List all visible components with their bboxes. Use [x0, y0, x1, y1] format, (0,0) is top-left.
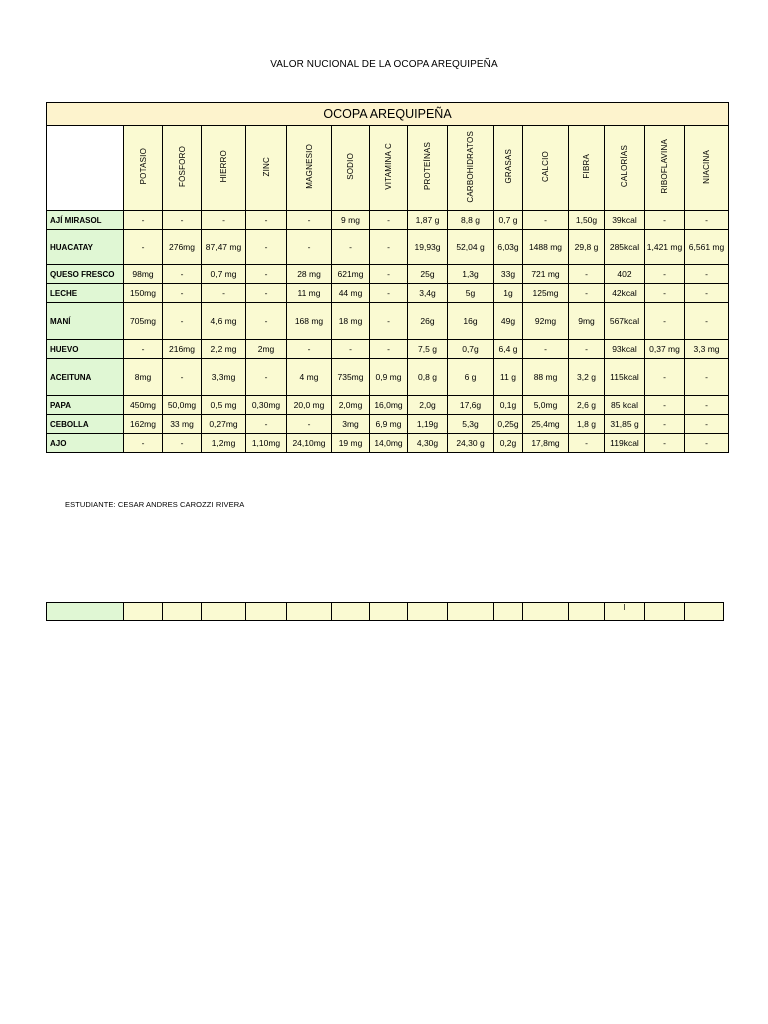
- empty-cell: [332, 603, 370, 621]
- value-cell: 92mg: [523, 303, 569, 340]
- empty-cell: [523, 603, 569, 621]
- table-row: [47, 303, 729, 340]
- header-corner-cell: [47, 126, 124, 211]
- column-header-label: PROTEÍNAS: [423, 142, 432, 191]
- empty-cell: [287, 603, 332, 621]
- value-cell: 450mg: [124, 396, 163, 415]
- value-cell: 4 mg: [287, 359, 332, 396]
- value-cell: 39kcal: [605, 211, 645, 230]
- column-header-label: CARBOHIDRATOS: [466, 130, 475, 203]
- value-cell: 162mg: [124, 415, 163, 434]
- value-cell: -: [246, 230, 287, 265]
- value-cell: -: [523, 211, 569, 230]
- value-cell: 276mg: [163, 230, 202, 265]
- value-cell: -: [685, 415, 729, 434]
- value-cell: 8,8 g: [448, 211, 494, 230]
- table-row: [47, 415, 729, 434]
- empty-cell: [645, 603, 685, 621]
- empty-cell: [494, 603, 523, 621]
- value-cell: 18 mg: [332, 303, 370, 340]
- empty-cell: [370, 603, 408, 621]
- column-header: [494, 126, 523, 211]
- value-cell: 17,6g: [448, 396, 494, 415]
- value-cell: 4,30g: [408, 434, 448, 453]
- value-cell: 125mg: [523, 284, 569, 303]
- value-cell: -: [163, 284, 202, 303]
- value-cell: 2,6 g: [569, 396, 605, 415]
- value-cell: 98mg: [124, 265, 163, 284]
- value-cell: -: [124, 340, 163, 359]
- value-cell: 33g: [494, 265, 523, 284]
- value-cell: -: [685, 211, 729, 230]
- value-cell: 9mg: [569, 303, 605, 340]
- value-cell: 735mg: [332, 359, 370, 396]
- value-cell: -: [124, 434, 163, 453]
- column-header: [287, 126, 332, 211]
- value-cell: -: [163, 359, 202, 396]
- column-header-label: MAGNESIO: [304, 144, 314, 189]
- value-cell: 11 g: [494, 359, 523, 396]
- table-row: [47, 265, 729, 284]
- value-cell: -: [246, 303, 287, 340]
- empty-table-row: [47, 603, 724, 621]
- column-header-label: RIBOFLAVINA: [660, 139, 669, 194]
- column-header: [448, 126, 494, 211]
- value-cell: 29,8 g: [569, 230, 605, 265]
- value-cell: 705mg: [124, 303, 163, 340]
- value-cell: 28 mg: [287, 265, 332, 284]
- value-cell: -: [202, 211, 246, 230]
- value-cell: 1,10mg: [246, 434, 287, 453]
- row-name-cell: CEBOLLA: [47, 415, 124, 434]
- value-cell: -: [163, 265, 202, 284]
- column-header: [370, 126, 408, 211]
- value-cell: 11 mg: [287, 284, 332, 303]
- value-cell: 0,27mg: [202, 415, 246, 434]
- value-cell: -: [569, 340, 605, 359]
- row-name-cell: ACEITUNA: [47, 359, 124, 396]
- value-cell: 0,5 mg: [202, 396, 246, 415]
- column-header-label: SODIO: [346, 153, 355, 180]
- value-cell: 1,19g: [408, 415, 448, 434]
- value-cell: -: [645, 396, 685, 415]
- row-name-cell: MANÍ: [47, 303, 124, 340]
- value-cell: 6,4 g: [494, 340, 523, 359]
- value-cell: -: [370, 284, 408, 303]
- value-cell: -: [685, 284, 729, 303]
- value-cell: 42kcal: [605, 284, 645, 303]
- value-cell: -: [645, 211, 685, 230]
- value-cell: 44 mg: [332, 284, 370, 303]
- value-cell: 1,421 mg: [645, 230, 685, 265]
- value-cell: -: [569, 284, 605, 303]
- value-cell: -: [163, 303, 202, 340]
- empty-cell: [569, 603, 605, 621]
- column-header: [569, 126, 605, 211]
- value-cell: -: [645, 415, 685, 434]
- value-cell: 0,8 g: [408, 359, 448, 396]
- value-cell: -: [645, 284, 685, 303]
- value-cell: 8mg: [124, 359, 163, 396]
- empty-row-table: [46, 602, 724, 621]
- value-cell: 1,8 g: [569, 415, 605, 434]
- column-header: [685, 126, 729, 211]
- value-cell: 0,37 mg: [645, 340, 685, 359]
- value-cell: 119kcal: [605, 434, 645, 453]
- value-cell: -: [685, 396, 729, 415]
- value-cell: 26g: [408, 303, 448, 340]
- value-cell: 16g: [448, 303, 494, 340]
- value-cell: 24,10mg: [287, 434, 332, 453]
- column-header: [523, 126, 569, 211]
- column-header: [246, 126, 287, 211]
- empty-cell: [202, 603, 246, 621]
- value-cell: -: [287, 340, 332, 359]
- table-row: [47, 396, 729, 415]
- nutrition-table: [46, 102, 729, 453]
- value-cell: -: [685, 303, 729, 340]
- empty-cell: [685, 603, 724, 621]
- value-cell: 0,1g: [494, 396, 523, 415]
- value-cell: 50,0mg: [163, 396, 202, 415]
- value-cell: -: [332, 230, 370, 265]
- empty-cell: [246, 603, 287, 621]
- table-row: [47, 211, 729, 230]
- column-header: [408, 126, 448, 211]
- value-cell: 168 mg: [287, 303, 332, 340]
- value-cell: -: [246, 284, 287, 303]
- value-cell: -: [246, 265, 287, 284]
- row-name-cell: AJÍ MIRASOL: [47, 211, 124, 230]
- value-cell: -: [370, 265, 408, 284]
- column-header-row: [47, 126, 729, 211]
- column-header-label: VITAMINA C: [384, 143, 393, 190]
- value-cell: -: [246, 359, 287, 396]
- value-cell: 721 mg: [523, 265, 569, 284]
- value-cell: -: [287, 211, 332, 230]
- value-cell: 1,87 g: [408, 211, 448, 230]
- value-cell: -: [163, 434, 202, 453]
- value-cell: 3,3 mg: [685, 340, 729, 359]
- value-cell: -: [163, 211, 202, 230]
- value-cell: 3,2 g: [569, 359, 605, 396]
- value-cell: 24,30 g: [448, 434, 494, 453]
- value-cell: 402: [605, 265, 645, 284]
- row-name-cell: HUACATAY: [47, 230, 124, 265]
- value-cell: 216mg: [163, 340, 202, 359]
- value-cell: 6,03g: [494, 230, 523, 265]
- column-header-label: FÓSFORO: [177, 146, 187, 187]
- value-cell: 6,9 mg: [370, 415, 408, 434]
- table-row: [47, 359, 729, 396]
- value-cell: 0,9 mg: [370, 359, 408, 396]
- value-cell: 20,0 mg: [287, 396, 332, 415]
- table-row: [47, 434, 729, 453]
- value-cell: -: [370, 211, 408, 230]
- empty-cell: [163, 603, 202, 621]
- column-header-label: HIERRO: [219, 150, 228, 183]
- value-cell: 1g: [494, 284, 523, 303]
- value-cell: 87,47 mg: [202, 230, 246, 265]
- value-cell: 567kcal: [605, 303, 645, 340]
- value-cell: -: [370, 340, 408, 359]
- value-cell: 25g: [408, 265, 448, 284]
- value-cell: 5g: [448, 284, 494, 303]
- value-cell: 1,3g: [448, 265, 494, 284]
- column-header-label: GRASAS: [503, 149, 513, 184]
- value-cell: 88 mg: [523, 359, 569, 396]
- value-cell: 2mg: [246, 340, 287, 359]
- row-name-cell: LECHE: [47, 284, 124, 303]
- value-cell: 25,4mg: [523, 415, 569, 434]
- value-cell: -: [124, 211, 163, 230]
- table-row: [47, 230, 729, 265]
- value-cell: -: [124, 230, 163, 265]
- value-cell: 0,7 mg: [202, 265, 246, 284]
- value-cell: 3,4g: [408, 284, 448, 303]
- column-header-label: ZINC: [261, 156, 271, 177]
- table-row: [47, 284, 729, 303]
- value-cell: 3mg: [332, 415, 370, 434]
- value-cell: 93kcal: [605, 340, 645, 359]
- empty-cell: [408, 603, 448, 621]
- student-name: ESTUDIANTE: CESAR ANDRES CAROZZI RIVERA: [65, 500, 245, 509]
- value-cell: -: [569, 265, 605, 284]
- value-cell: 621mg: [332, 265, 370, 284]
- value-cell: 19 mg: [332, 434, 370, 453]
- value-cell: 49g: [494, 303, 523, 340]
- empty-cell: [124, 603, 163, 621]
- value-cell: 5,3g: [448, 415, 494, 434]
- value-cell: -: [685, 265, 729, 284]
- value-cell: 1,50g: [569, 211, 605, 230]
- value-cell: 9 mg: [332, 211, 370, 230]
- column-header: [605, 126, 645, 211]
- column-header-label: CALCIO: [541, 151, 550, 182]
- row-name-cell: QUESO FRESCO: [47, 265, 124, 284]
- empty-cell: l: [605, 603, 645, 621]
- value-cell: 0,2g: [494, 434, 523, 453]
- column-header: [332, 126, 370, 211]
- table-body: [47, 211, 729, 453]
- value-cell: -: [685, 434, 729, 453]
- value-cell: 2,2 mg: [202, 340, 246, 359]
- column-header-label: FIBRA: [582, 154, 591, 179]
- value-cell: 150mg: [124, 284, 163, 303]
- value-cell: -: [685, 359, 729, 396]
- row-name-cell: HUEVO: [47, 340, 124, 359]
- value-cell: 0,25g: [494, 415, 523, 434]
- value-cell: -: [645, 434, 685, 453]
- value-cell: 0,7 g: [494, 211, 523, 230]
- value-cell: -: [246, 211, 287, 230]
- value-cell: 6 g: [448, 359, 494, 396]
- column-header: [163, 126, 202, 211]
- empty-cell: [47, 603, 124, 621]
- value-cell: -: [332, 340, 370, 359]
- column-header: [202, 126, 246, 211]
- value-cell: -: [569, 434, 605, 453]
- column-header-label: NIACINA: [702, 149, 712, 184]
- value-cell: 285kcal: [605, 230, 645, 265]
- value-cell: 2,0g: [408, 396, 448, 415]
- row-name-cell: PAPA: [47, 396, 124, 415]
- value-cell: -: [645, 359, 685, 396]
- value-cell: 17,8mg: [523, 434, 569, 453]
- value-cell: -: [246, 415, 287, 434]
- table-row: [47, 340, 729, 359]
- value-cell: 7,5 g: [408, 340, 448, 359]
- column-header: [645, 126, 685, 211]
- value-cell: 85 kcal: [605, 396, 645, 415]
- value-cell: -: [202, 284, 246, 303]
- value-cell: 2,0mg: [332, 396, 370, 415]
- empty-cell: [448, 603, 494, 621]
- value-cell: -: [287, 230, 332, 265]
- value-cell: 31,85 g: [605, 415, 645, 434]
- value-cell: 3,3mg: [202, 359, 246, 396]
- value-cell: 16,0mg: [370, 396, 408, 415]
- column-header: [124, 126, 163, 211]
- value-cell: 0,30mg: [246, 396, 287, 415]
- value-cell: 5,0mg: [523, 396, 569, 415]
- value-cell: 33 mg: [163, 415, 202, 434]
- value-cell: -: [645, 265, 685, 284]
- value-cell: 0,7g: [448, 340, 494, 359]
- value-cell: 115kcal: [605, 359, 645, 396]
- value-cell: -: [523, 340, 569, 359]
- table-title: OCOPA AREQUIPEÑA: [47, 103, 729, 126]
- value-cell: -: [370, 230, 408, 265]
- value-cell: 4,6 mg: [202, 303, 246, 340]
- column-header-label: POTASIO: [138, 148, 148, 185]
- value-cell: 52,04 g: [448, 230, 494, 265]
- value-cell: -: [287, 415, 332, 434]
- value-cell: 19,93g: [408, 230, 448, 265]
- value-cell: 14,0mg: [370, 434, 408, 453]
- value-cell: 6,561 mg: [685, 230, 729, 265]
- row-name-cell: AJO: [47, 434, 124, 453]
- column-header-label: CALORÍAS: [620, 145, 629, 188]
- value-cell: 1488 mg: [523, 230, 569, 265]
- value-cell: -: [370, 303, 408, 340]
- document-title: VALOR NUCIONAL DE LA OCOPA AREQUIPEÑA: [270, 59, 498, 70]
- value-cell: 1,2mg: [202, 434, 246, 453]
- value-cell: -: [645, 303, 685, 340]
